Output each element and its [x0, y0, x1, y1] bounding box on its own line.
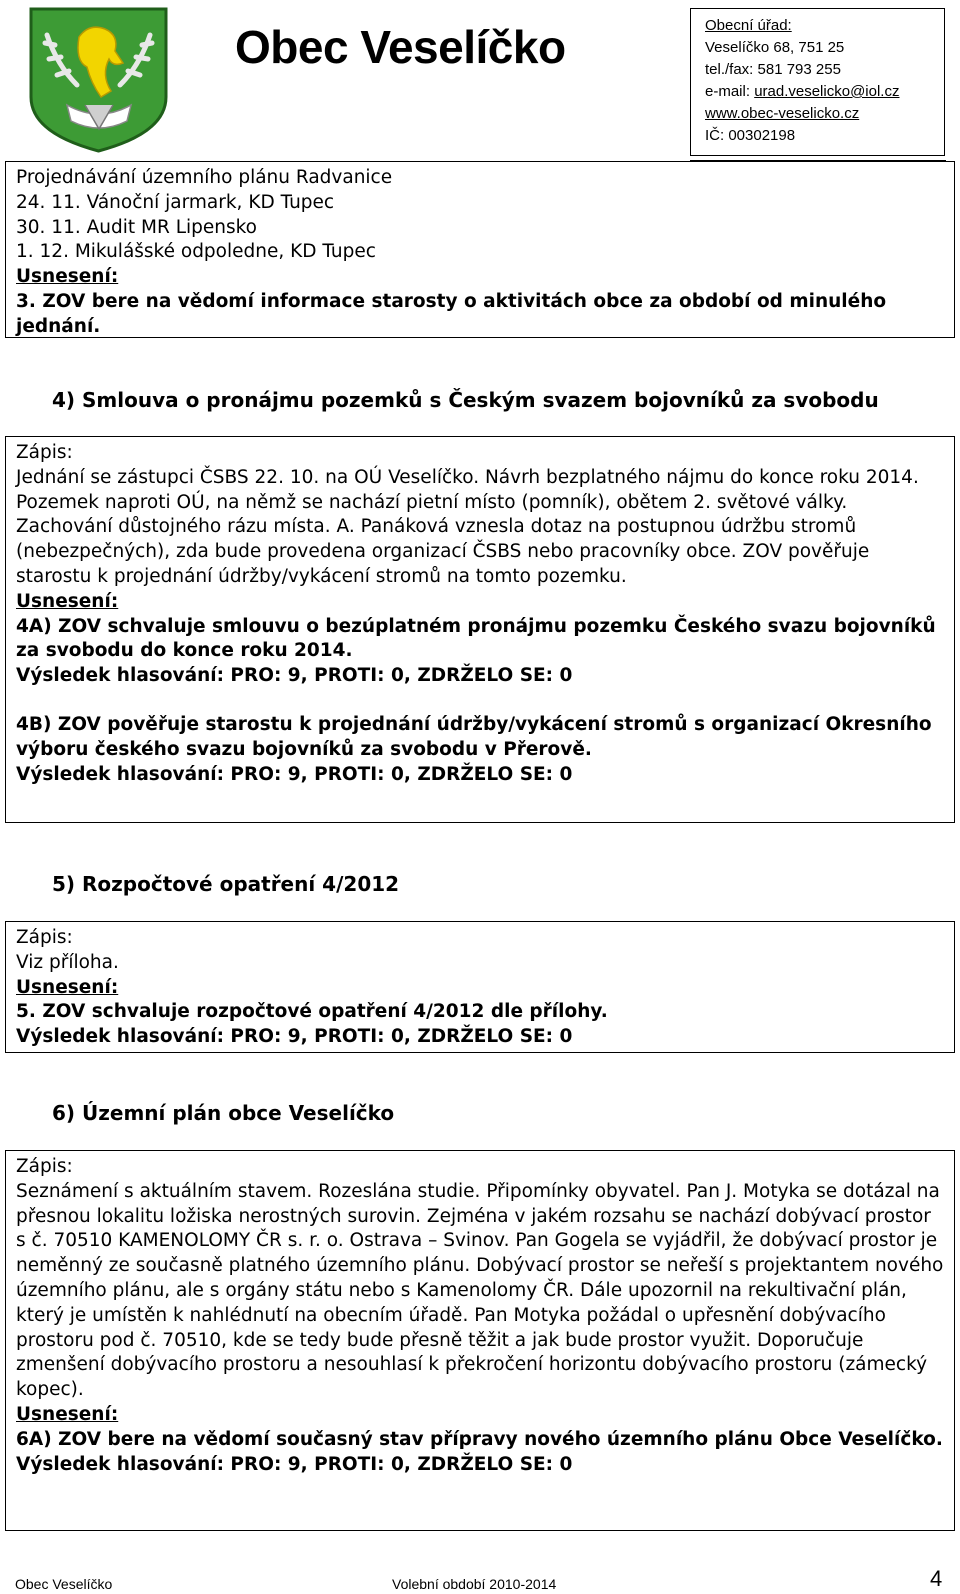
footer-center: Volební období 2010-2014 [392, 1576, 557, 1592]
office-contact-box [690, 8, 945, 156]
page-number: 4 [930, 1566, 943, 1591]
office-email-row [705, 81, 944, 103]
section-4-heading: 4) Smlouva o pronájmu pozemků s Českým svazem bojovníků za svobodu [52, 388, 879, 412]
spacer [16, 689, 944, 713]
section-5-heading: 5) Rozpočtové opatření 4/2012 [52, 872, 400, 896]
resolution-5: 5. ZOV schvaluje rozpočtové opatření 4/2012 dle přílohy. [16, 1001, 608, 1023]
resolution-4b: 4B) ZOV pověřuje starostu k projednání údržby/vykácení stromů s organizací Okresního výboru českého svazu bojovníků za svobodu v Přerově. [16, 713, 932, 760]
resolution-3: 3. ZOV bere na vědomí informace starosty o aktivitách obce za období od minulého jednání. [16, 290, 887, 337]
office-web-link[interactable]: www.obec-veselicko.cz [705, 105, 860, 122]
office-email-link[interactable]: urad.veselicko@iol.cz [754, 83, 900, 100]
list-item: 1. 12. Mikulášské odpoledne, KD Tupec [16, 241, 376, 263]
zapis-label: Zápis: [16, 927, 73, 948]
section-3-box [5, 161, 955, 338]
list-item: 30. 11. Audit MR Lipensko [16, 216, 258, 238]
usneseni-label: Usnesení: [16, 1403, 119, 1425]
section-6-box [5, 1150, 955, 1531]
office-phone: tel./fax: 581 793 255 [705, 61, 841, 78]
office-address: Veselíčko 68, 751 25 [705, 39, 845, 56]
usneseni-label: Usnesení: [16, 266, 119, 288]
usneseni-label: Usnesení: [16, 976, 119, 998]
usneseni-label: Usnesení: [16, 590, 119, 612]
vote-result-6a: Výsledek hlasování: PRO: 9, PROTI: 0, ZDRŽELO SE: 0 [16, 1453, 573, 1475]
resolution-4a: 4A) ZOV schvaluje smlouvu o bezúplatném pronájmu pozemku Českého svazu bojovníků za svobodu do konce roku 2014. [16, 615, 936, 662]
zapis-text: Viz příloha. [16, 951, 119, 973]
section-6-heading: 6) Územní plán obce Veselíčko [52, 1101, 395, 1125]
office-heading: Obecní úřad: [705, 17, 792, 34]
section-5-box [5, 921, 955, 1053]
section-4-box [5, 436, 955, 823]
office-email-label: e-mail: [705, 83, 755, 100]
resolution-6a: 6A) ZOV bere na vědomí současný stav přípravy nového územního plánu Obce Veselíčko. [16, 1428, 943, 1450]
office-ic: IČ: 00302198 [705, 127, 796, 144]
page-title: Obec Veselíčko [235, 21, 566, 73]
vote-result-4b: Výsledek hlasování: PRO: 9, PROTI: 0, ZDRŽELO SE: 0 [16, 763, 573, 785]
list-item: 24. 11. Vánoční jarmark, KD Tupec [16, 191, 335, 213]
coat-of-arms-logo [27, 5, 170, 153]
vote-result-4a: Výsledek hlasování: PRO: 9, PROTI: 0, ZDRŽELO SE: 0 [16, 665, 573, 687]
list-item: Projednávání územního plánu Radvanice [16, 167, 393, 188]
zapis-label: Zápis: [16, 1156, 73, 1177]
zapis-text: Seznámení s aktuálním stavem. Rozeslána studie. Připomínky obyvatel. Pan J. Motyka se dotázal na přesnou lokalitu ložiska nerostných surovin. Zejména v jakém rozsahu se nachází dobývací prostor s č. 70510 KAMENOLOMY ČR s. r. o. Ostrava – Svinov. Pan Gogela se vyjádřil, že dobývací prostor je neměnný ze současně platného územního plánu. Dobývací prostor se neřeší s projektantem nového územního plánu, ale s orgány státu nebo s Kamenolomy ČR. Dále upozornil na rekultivační plán, který je umístěn k nahlédnutí na obecním úřadě. Pan Motyka požádal o upřesnění dobývacího prostoru pod č. 70510, kde se tedy bude přesně těžit a jak bude prostor využit. Doporučuje zmenšení dobývacího prostoru a nesouhlasí k překročení horizontu dobývacího prostoru (zámecký kopec). [16, 1180, 944, 1401]
zapis-label: Zápis: [16, 442, 73, 463]
zapis-text: Jednání se zástupci ČSBS 22. 10. na OÚ Veselíčko. Návrh bezplatného nájmu do konce roku 2014. Pozemek naproti OÚ, na němž se nachází pietní místo (pomník), obětem 2. světové války. Zachování důstojného rázu místa. A. Panáková vznesla dotaz na postupnou údržbu stromů (nebezpečných), zda bude provedena organizací ČSBS nebo pracovníky obce. ZOV pověřuje starostu k projednání údržby/vykácení stromů na tomto pozemku. [16, 466, 919, 587]
footer-left: Obec Veselíčko [15, 1576, 113, 1592]
vote-result-5: Výsledek hlasování: PRO: 9, PROTI: 0, ZDRŽELO SE: 0 [16, 1026, 573, 1048]
